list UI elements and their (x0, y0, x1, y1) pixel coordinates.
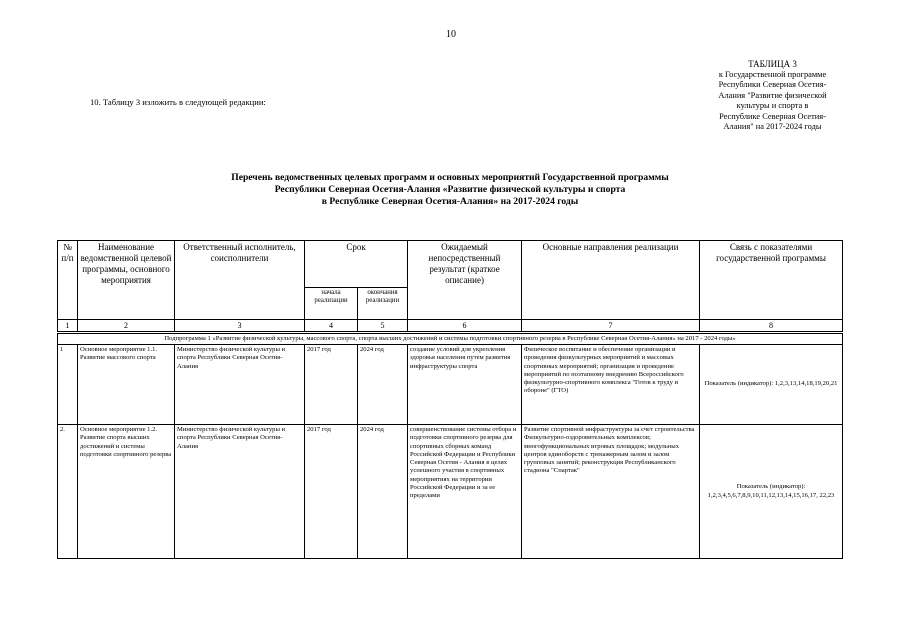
subprogram-row: Подпрограмма 1 «Развитие физической культуры, массового спорта, спорта высших достижений и системы подготовки спортивного резерва в Республике Северная Осетия-Алания» на 2017 - 2024 годы» (58, 333, 843, 345)
row-result: совершенствование системы отбора и подготовки спортивного резерва для спортивных сборных команд Российской Федерации и Республики Северная Осетия - Алания в целях успешного участия в спортивных мероприятиях на территории Российской Федерации и за ее пределами (408, 425, 522, 559)
column-number: 1 (58, 320, 78, 333)
row-num: 1 (58, 345, 78, 425)
header-term-end: окончания реализации (358, 288, 408, 320)
header-executor: Ответственный исполнитель, соисполнители (175, 241, 305, 320)
column-number: 7 (522, 320, 700, 333)
table-caption (700, 59, 845, 133)
header-link: Связь с показателями государственной программы (700, 241, 843, 320)
column-number: 4 (305, 320, 358, 333)
caption-line: Республике Северная Осетия- (719, 111, 826, 121)
heading-line: Республики Северная Осетия-Алания «Развитие физической культуры и спорта (274, 184, 626, 195)
column-number: 6 (408, 320, 522, 333)
header-name: Наименование ведомственной целевой программы, основного мероприятия (78, 241, 175, 320)
column-number: 2 (78, 320, 175, 333)
row-executor: Министерство физической культуры и спорта Республики Северная Осетия-Алания (175, 425, 305, 559)
row-directions: Физическое воспитание и обеспечение организации и проведения физкультурных мероприятий и массовых спортивных мероприятий; организация и проведение мероприятий по поэтапному внедрению Всероссийского физкультурно-спортивного комплекса "Готов к труду и обороне" (ГТО) (522, 345, 700, 425)
intro-text: 10. Таблицу 3 изложить в следующей редакции: (90, 97, 266, 107)
caption-line: Алания "Развитие физической (718, 90, 827, 100)
caption-line: к Государственной программе (718, 69, 827, 79)
row-name: Основное мероприятие 1.1. Развитие массового спорта (78, 345, 175, 425)
row-indicator: Показатель (индикатор): 1,2,3,13,14,18,19,20,21 (700, 345, 843, 425)
heading-line: Перечень ведомственных целевых программ и основных мероприятий Государственной программы (231, 172, 669, 183)
column-number: 8 (700, 320, 843, 333)
column-number: 3 (175, 320, 305, 333)
header-term-start: начала реализации (305, 288, 358, 320)
row-indicator: Показатель (индикатор): 1,2,3,4,5,6,7,8,9,10,11,12,13,14,15,16,17, 22,23 (700, 425, 843, 559)
column-number: 5 (358, 320, 408, 333)
caption-line: культуры и спорта в (736, 101, 809, 110)
row-start: 2017 год (305, 345, 358, 425)
row-result: создание условий для укрепления здоровья населения путем развития инфраструктуры спорта (408, 345, 522, 425)
caption-line: Республики Северная Осетия- (718, 80, 827, 89)
header-term: Срок (305, 241, 408, 288)
header-result: Ожидаемый непосредственный результат (краткое описание) (408, 241, 522, 320)
programs-table (57, 240, 843, 559)
row-end: 2024 год (358, 345, 408, 425)
row-name: Основное мероприятие 1.2. Развитие спорта высших достижений и системы подготовки спортивного резерва (78, 425, 175, 559)
row-directions: Развитие спортивной инфраструктуры за счет строительства Физкультурно-оздоровительных комплексов; многофункциональных игровых площадок; модульных центров единоборств с тренажерным залом и залом групповых занятий; реконструкция Республиканского стадиона "Спартак" (522, 425, 700, 559)
row-num: 2. (58, 425, 78, 559)
row-start: 2017 год (305, 425, 358, 559)
caption-line: Алания" на 2017-2024 годы (723, 122, 822, 131)
row-end: 2024 год (358, 425, 408, 559)
header-num: № п/п (58, 241, 78, 320)
header-directions: Основные направления реализации (522, 241, 700, 320)
row-executor: Министерство физической культуры и спорта Республики Северная Осетия-Алания (175, 345, 305, 425)
document-heading (150, 172, 750, 208)
caption-title: ТАБЛИЦА 3 (748, 59, 797, 69)
heading-line: в Республике Северная Осетия-Алания» на 2017-2024 годы (321, 196, 579, 207)
page-number: 10 (446, 29, 456, 40)
